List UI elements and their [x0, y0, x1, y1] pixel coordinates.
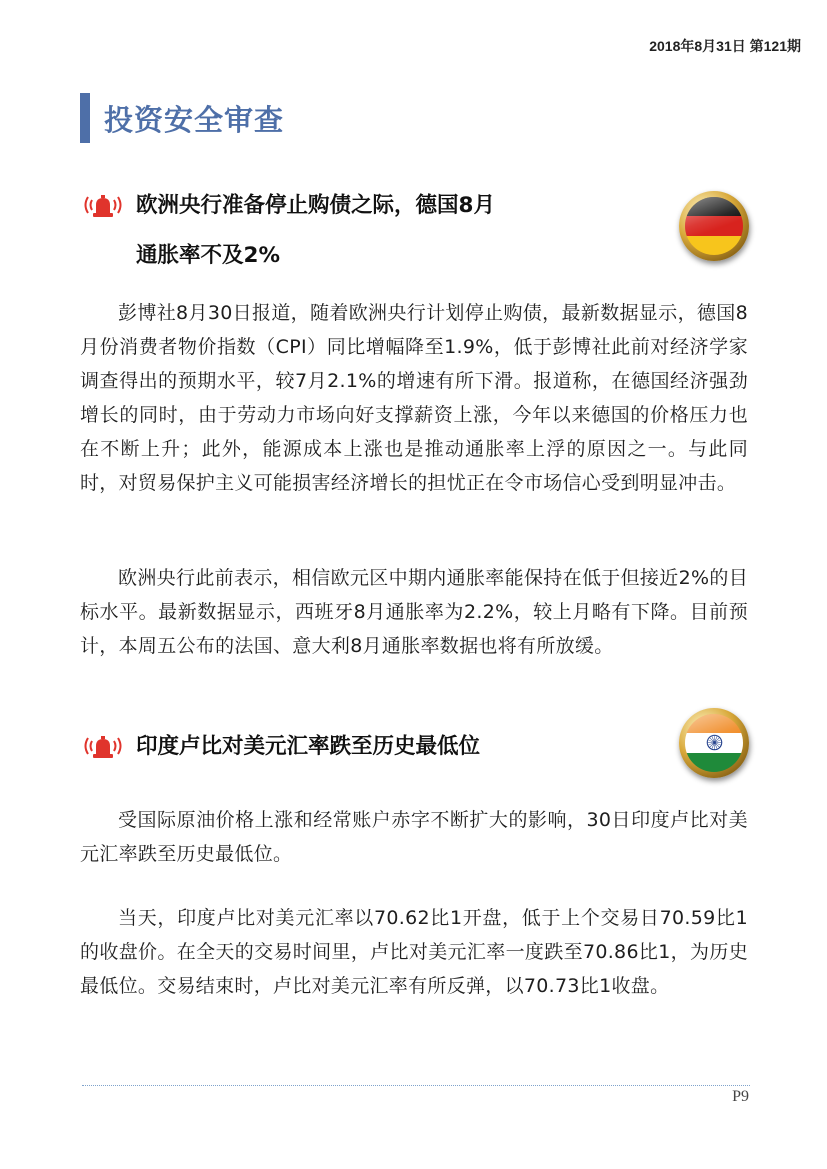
article-paragraph: 欧洲央行此前表示，相信欧元区中期内通胀率能保持在低于但接近2%的目标水平。最新数据显示，西班牙8月通胀率为2.2%，较上月略有下降。目前预计，本周五公布的法国、意大利8月通胀率数据也将有所放缓。: [80, 567, 748, 657]
issue-date: 2018年8月31日 第121期: [649, 38, 801, 54]
article-paragraph: 受国际原油价格上涨和经常账户赤字不断扩大的影响，30日印度卢比对美元汇率跌至历史最低位。: [80, 809, 748, 865]
alarm-bell-icon: [80, 191, 126, 221]
article-header-germany: [80, 180, 750, 280]
alarm-bell-icon: [80, 732, 126, 762]
article-paragraph: 彭博社8月30日报道，随着欧洲央行计划停止购债，最新数据显示，德国8月份消费者物价指数（CPI）同比增幅降至1.9%，低于彭博社此前对经济学家调查得出的预期水平，较7月2.1%的增速有所下滑。报道称，在德国经济强劲增长的同时，由于劳动力市场向好支撑薪资上涨，今年以来德国的价格压力也在不断上升；此外，能源成本上涨也是推动通胀率上浮的原因之一。与此同时，对贸易保护主义可能损害经济增长的担忧正在令市场信心受到明显冲击。: [80, 302, 748, 494]
section-title: 投资安全审查: [104, 102, 285, 137]
page-number: P9: [732, 1088, 749, 1105]
section-accent-bar: [80, 93, 90, 143]
article-headline-line2: 通胀率不及2%: [136, 243, 281, 268]
footer-divider: [82, 1085, 750, 1086]
article-header-india: [80, 722, 750, 772]
article-headline-line1: 欧洲央行准备停止购债之际，德国8月: [136, 193, 495, 218]
india-flag-icon: [679, 708, 749, 778]
article-paragraph: 当天，印度卢比对美元汇率以70.62比1开盘，低于上个交易日70.59比1的收盘价。在全天的交易时间里，卢比对美元汇率一度跌至70.86比1，为历史最低位。交易结束时，卢比对美元汇率有所反弹，以70.73比1收盘。: [80, 907, 748, 997]
section-header: [80, 93, 284, 143]
article-headline: 印度卢比对美元汇率跌至历史最低位: [136, 734, 481, 759]
germany-flag-icon: [679, 191, 749, 261]
